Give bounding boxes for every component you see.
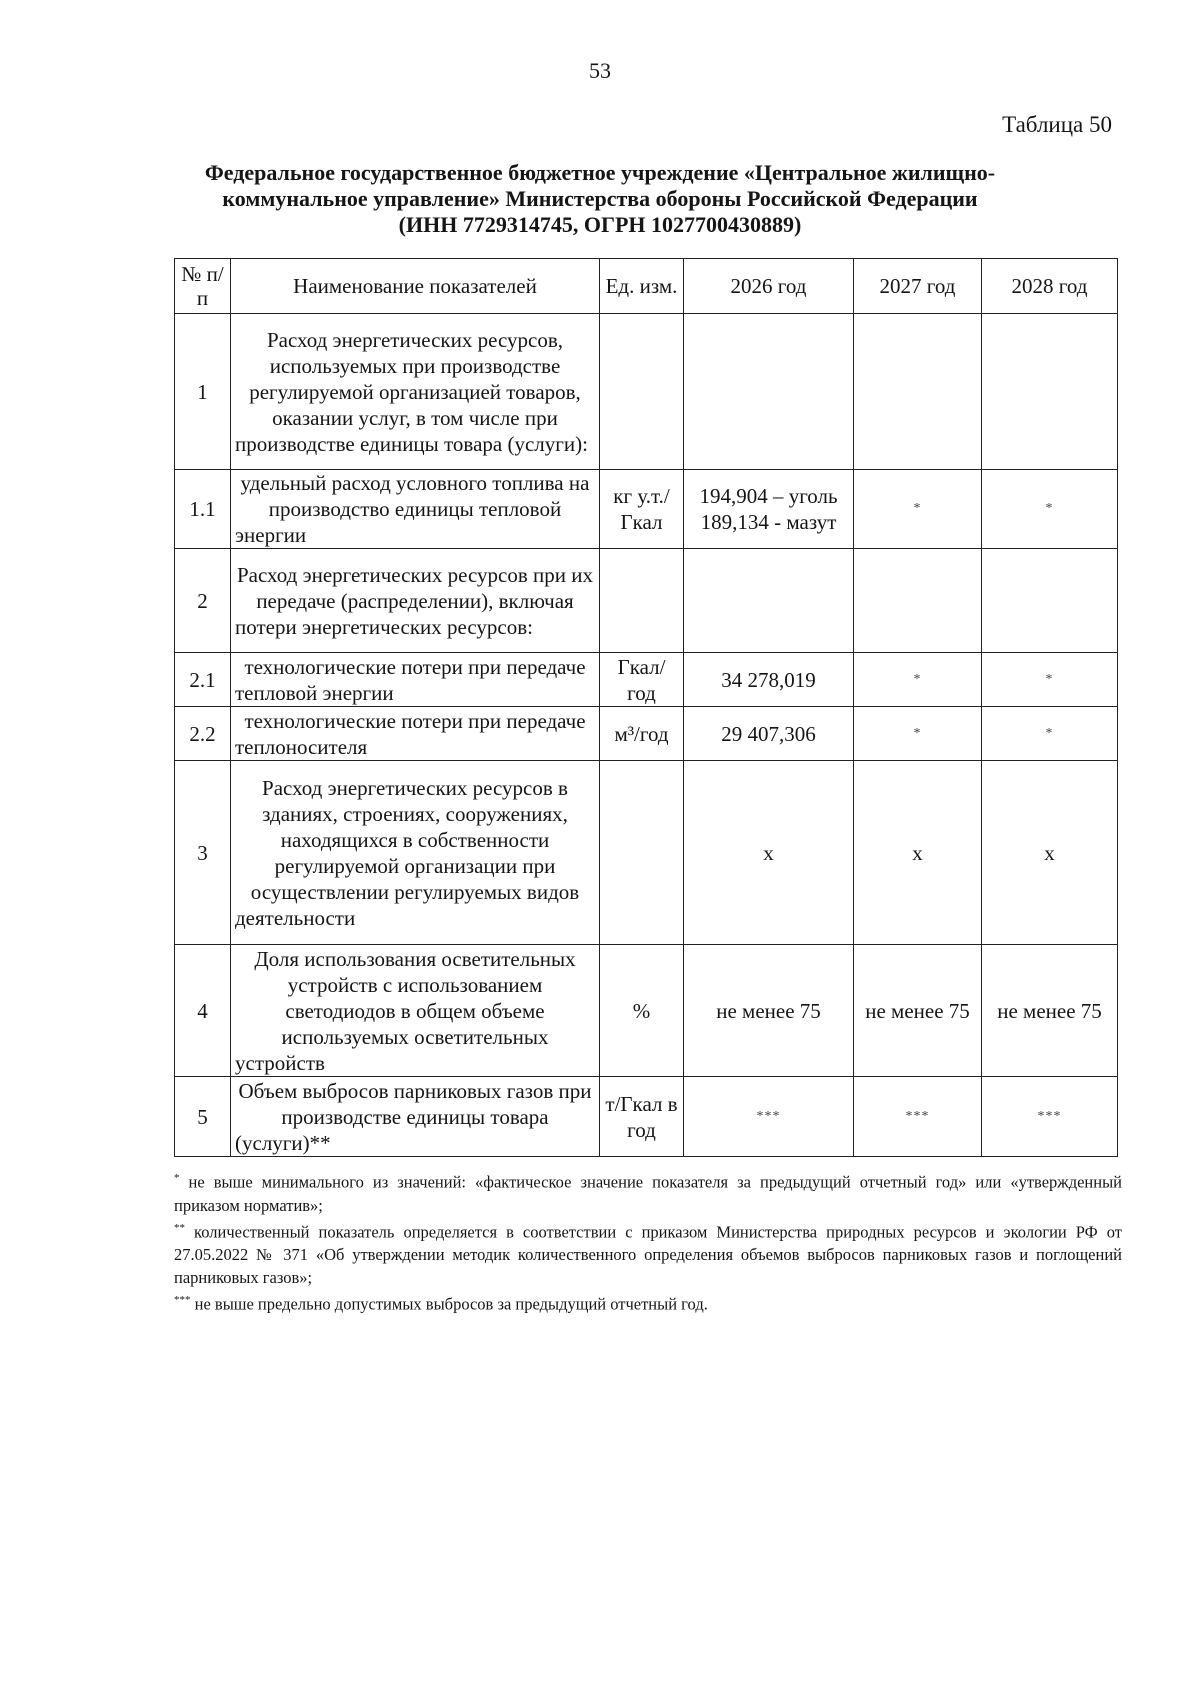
table-row: [175, 470, 1118, 549]
row-unit: [600, 761, 684, 945]
row-name: технологические потери при передаче теплоносителя: [231, 707, 600, 761]
heading-line-3: (ИНН 7729314745, ОГРН 1027700430889): [398, 212, 802, 237]
row-value-2026: [684, 314, 854, 470]
row-value-2026: x: [684, 761, 854, 945]
table-header-row: [175, 259, 1118, 314]
row-unit: т/Гкал в год: [600, 1077, 684, 1157]
row-value-2026: 194,904 – уголь 189,134 - мазут: [684, 470, 854, 549]
header-name: Наименование показателей: [231, 259, 600, 314]
footnote-3-mark: ***: [174, 1294, 191, 1306]
page-number: 53: [589, 58, 611, 83]
row-value-2027: [854, 549, 982, 653]
row-value-2028: [982, 549, 1118, 653]
row-unit: [600, 314, 684, 470]
row-name: Объем выбросов парниковых газов при производстве единицы товара (услуги)**: [231, 1077, 600, 1157]
row-name: удельный расход условного топлива на производство единицы тепловой энергии: [231, 470, 600, 549]
footnote-2: [174, 1217, 1122, 1290]
row-unit: [600, 549, 684, 653]
row-unit: м³/год: [600, 707, 684, 761]
header-2026: 2026 год: [684, 259, 854, 314]
row-number: 2.2: [175, 707, 231, 761]
table-row: [175, 945, 1118, 1077]
footnotes: [174, 1167, 1122, 1316]
row-value-2028: *: [982, 653, 1118, 707]
row-value-2026: ***: [684, 1077, 854, 1157]
row-value-2027: x: [854, 761, 982, 945]
row-value-2027: не менее 75: [854, 945, 982, 1077]
table-row: [175, 653, 1118, 707]
row-number: 1: [175, 314, 231, 470]
row-value-2028: x: [982, 761, 1118, 945]
row-value-2028: ***: [982, 1077, 1118, 1157]
row-unit: Гкал/ год: [600, 653, 684, 707]
row-number: 3: [175, 761, 231, 945]
footnote-3-text: не выше предельно допустимых выбросов за предыдущий отчетный год.: [194, 1294, 708, 1314]
footnote-1-text: не выше минимального из значений: «фактическое значение показателя за предыдущий отчетный год» или «утвержденный приказом норматив»;: [174, 1172, 1122, 1215]
table-row: [175, 707, 1118, 761]
row-number: 5: [175, 1077, 231, 1157]
row-name: Расход энергетических ресурсов в зданиях, строениях, сооружениях, находящихся в собственности регулируемой организации при осуществлении регулируемых видов деятельности: [231, 761, 600, 945]
table-label: Таблица 50: [1002, 112, 1112, 137]
row-value-2027: ***: [854, 1077, 982, 1157]
heading-line-1: Федеральное государственное бюджетное учреждение «Центральное жилищно-: [204, 160, 996, 185]
row-value-2027: *: [854, 707, 982, 761]
table-row: [175, 1077, 1118, 1157]
row-value-2028: [982, 314, 1118, 470]
footnote-1-mark: *: [174, 1172, 180, 1184]
row-name: Расход энергетических ресурсов, используемых при производстве регулируемой организацией товаров, оказании услуг, в том числе при производстве единицы товара (услуги):: [231, 314, 600, 470]
footnote-1: [174, 1167, 1122, 1217]
table-row: [175, 314, 1118, 470]
footnote-2-text: количественный показатель определяется в соответствии с приказом Министерства природных ресурсов и экологии РФ от 27.05.2022 № 371 «Об утверждении методик количественного определения объемов выбросов парниковых газов и поглощений парниковых газов»;: [174, 1222, 1122, 1287]
header-2027: 2027 год: [854, 259, 982, 314]
document-heading: [175, 160, 1025, 238]
row-value-2026: [684, 549, 854, 653]
table-row: [175, 549, 1118, 653]
row-value-2027: *: [854, 470, 982, 549]
row-value-2026: не менее 75: [684, 945, 854, 1077]
row-value-2027: *: [854, 653, 982, 707]
row-number: 1.1: [175, 470, 231, 549]
header-2028: 2028 год: [982, 259, 1118, 314]
heading-line-2: коммунальное управление» Министерства обороны Российской Федерации: [222, 186, 978, 211]
row-number: 2: [175, 549, 231, 653]
row-name: Расход энергетических ресурсов при их передаче (распределении), включая потери энергетических ресурсов:: [231, 549, 600, 653]
header-unit: Ед. изм.: [600, 259, 684, 314]
row-value-2028: *: [982, 470, 1118, 549]
row-number: 4: [175, 945, 231, 1077]
row-value-2026: 34 278,019: [684, 653, 854, 707]
row-number: 2.1: [175, 653, 231, 707]
table-row: [175, 761, 1118, 945]
row-name: технологические потери при передаче тепловой энергии: [231, 653, 600, 707]
footnote-2-mark: **: [174, 1221, 185, 1234]
row-value-2026: 29 407,306: [684, 707, 854, 761]
row-value-2028: не менее 75: [982, 945, 1118, 1077]
row-unit: кг у.т./ Гкал: [600, 470, 684, 549]
row-name: Доля использования осветительных устройств с использованием светодиодов в общем объеме используемых осветительных устройств: [231, 945, 600, 1077]
header-number: № п/п: [175, 259, 231, 314]
row-unit: %: [600, 945, 684, 1077]
indicators-table: [174, 258, 1118, 1157]
row-value-2028: *: [982, 707, 1118, 761]
footnote-3: [174, 1289, 1122, 1316]
row-value-2027: [854, 314, 982, 470]
